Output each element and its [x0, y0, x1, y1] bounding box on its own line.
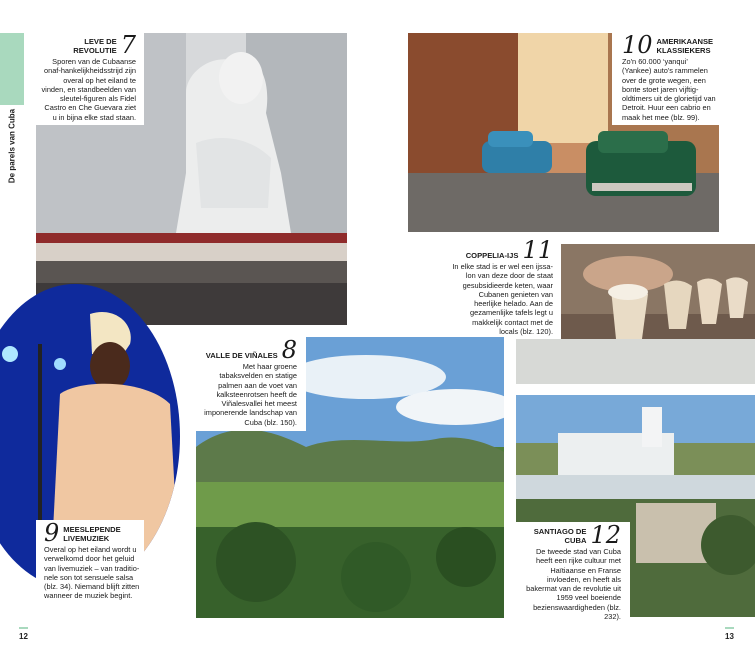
highlight-7-number: 7	[120, 31, 136, 59]
highlight-12	[516, 522, 630, 624]
highlight-9-title: MEESLEPENDE LIVEMUZIEK	[63, 525, 121, 543]
highlight-10-number: 10	[622, 31, 653, 59]
highlight-12-title: SANTIAGO DE CUBA	[533, 527, 587, 545]
highlight-9-body: Overal op het eiland wordt u verwelkomd door het geluid van livemuziek – van traditio-nele son tot sensuele salsa (blz. 34). Niemand blijft zitten wanneer de muziek begint.	[44, 545, 140, 601]
highlight-8-body: Met haar groene tabaksvelden en statige palmen aan de voet van kalksteenrotsen heeft de Viñalesvallei het meest imponerende landschap van Cuba (blz. 150).	[204, 362, 297, 427]
highlight-7-title: LEVE DE REVOLUTIE	[73, 37, 117, 55]
highlight-7	[36, 33, 144, 125]
highlight-9	[36, 520, 144, 604]
highlight-9-number: 9	[44, 519, 60, 547]
side-label	[0, 105, 24, 187]
highlight-11	[449, 238, 561, 339]
side-tab	[0, 33, 24, 105]
side-label-text: De parels van Cuba	[7, 108, 17, 184]
highlight-12-number: 12	[590, 521, 621, 549]
highlight-10	[612, 33, 719, 125]
page-number-right: 13	[725, 632, 734, 641]
highlight-8-number: 8	[281, 336, 297, 364]
highlight-11-number: 11	[522, 236, 553, 264]
highlight-8	[196, 337, 306, 431]
highlight-11-title: COPPELIA-IJS	[465, 251, 519, 260]
highlight-12-body: De tweede stad van Cuba heeft een rijke cultuur met Haïtiaanse en Franse invloeden, en heeft als bakermat van de revolutie uit 1959 veel boeiende bezienswaardigheden (blz. 232).	[526, 547, 621, 622]
highlight-7-body: Sporen van de Cubaanse onaf-hankelijkheidsstrijd zijn overal op het eiland te vinden, en standbeelden van sleutel-figuren als Fidel Castro en Che Guevara ziet u in bijna elke stad staan.	[41, 57, 136, 122]
highlight-8-title: VALLE DE VIÑALES	[205, 351, 278, 360]
highlight-11-body: In elke stad is er wel een ijssa-lon van deze door de staat gesubsidieerde keten, waar Cubanen genieten van heerlijke helado. Aan de gezamenlijke tafels legt u makkelijk contact met de locals (blz. 120).	[452, 262, 553, 337]
highlight-10-body: Zo'n 60.000 ‘yanqui’ (Yankee) auto's rammelen over de grote wegen, een bonte stoet jaren vijftig-oldtimers uit de glorietijd van Detroit. Huur een cabrio en maak het mee (blz. 99).	[622, 57, 716, 122]
page-number-left: 12	[19, 632, 28, 641]
highlight-10-title: AMERIKAANSE KLASSIEKERS	[656, 37, 714, 55]
